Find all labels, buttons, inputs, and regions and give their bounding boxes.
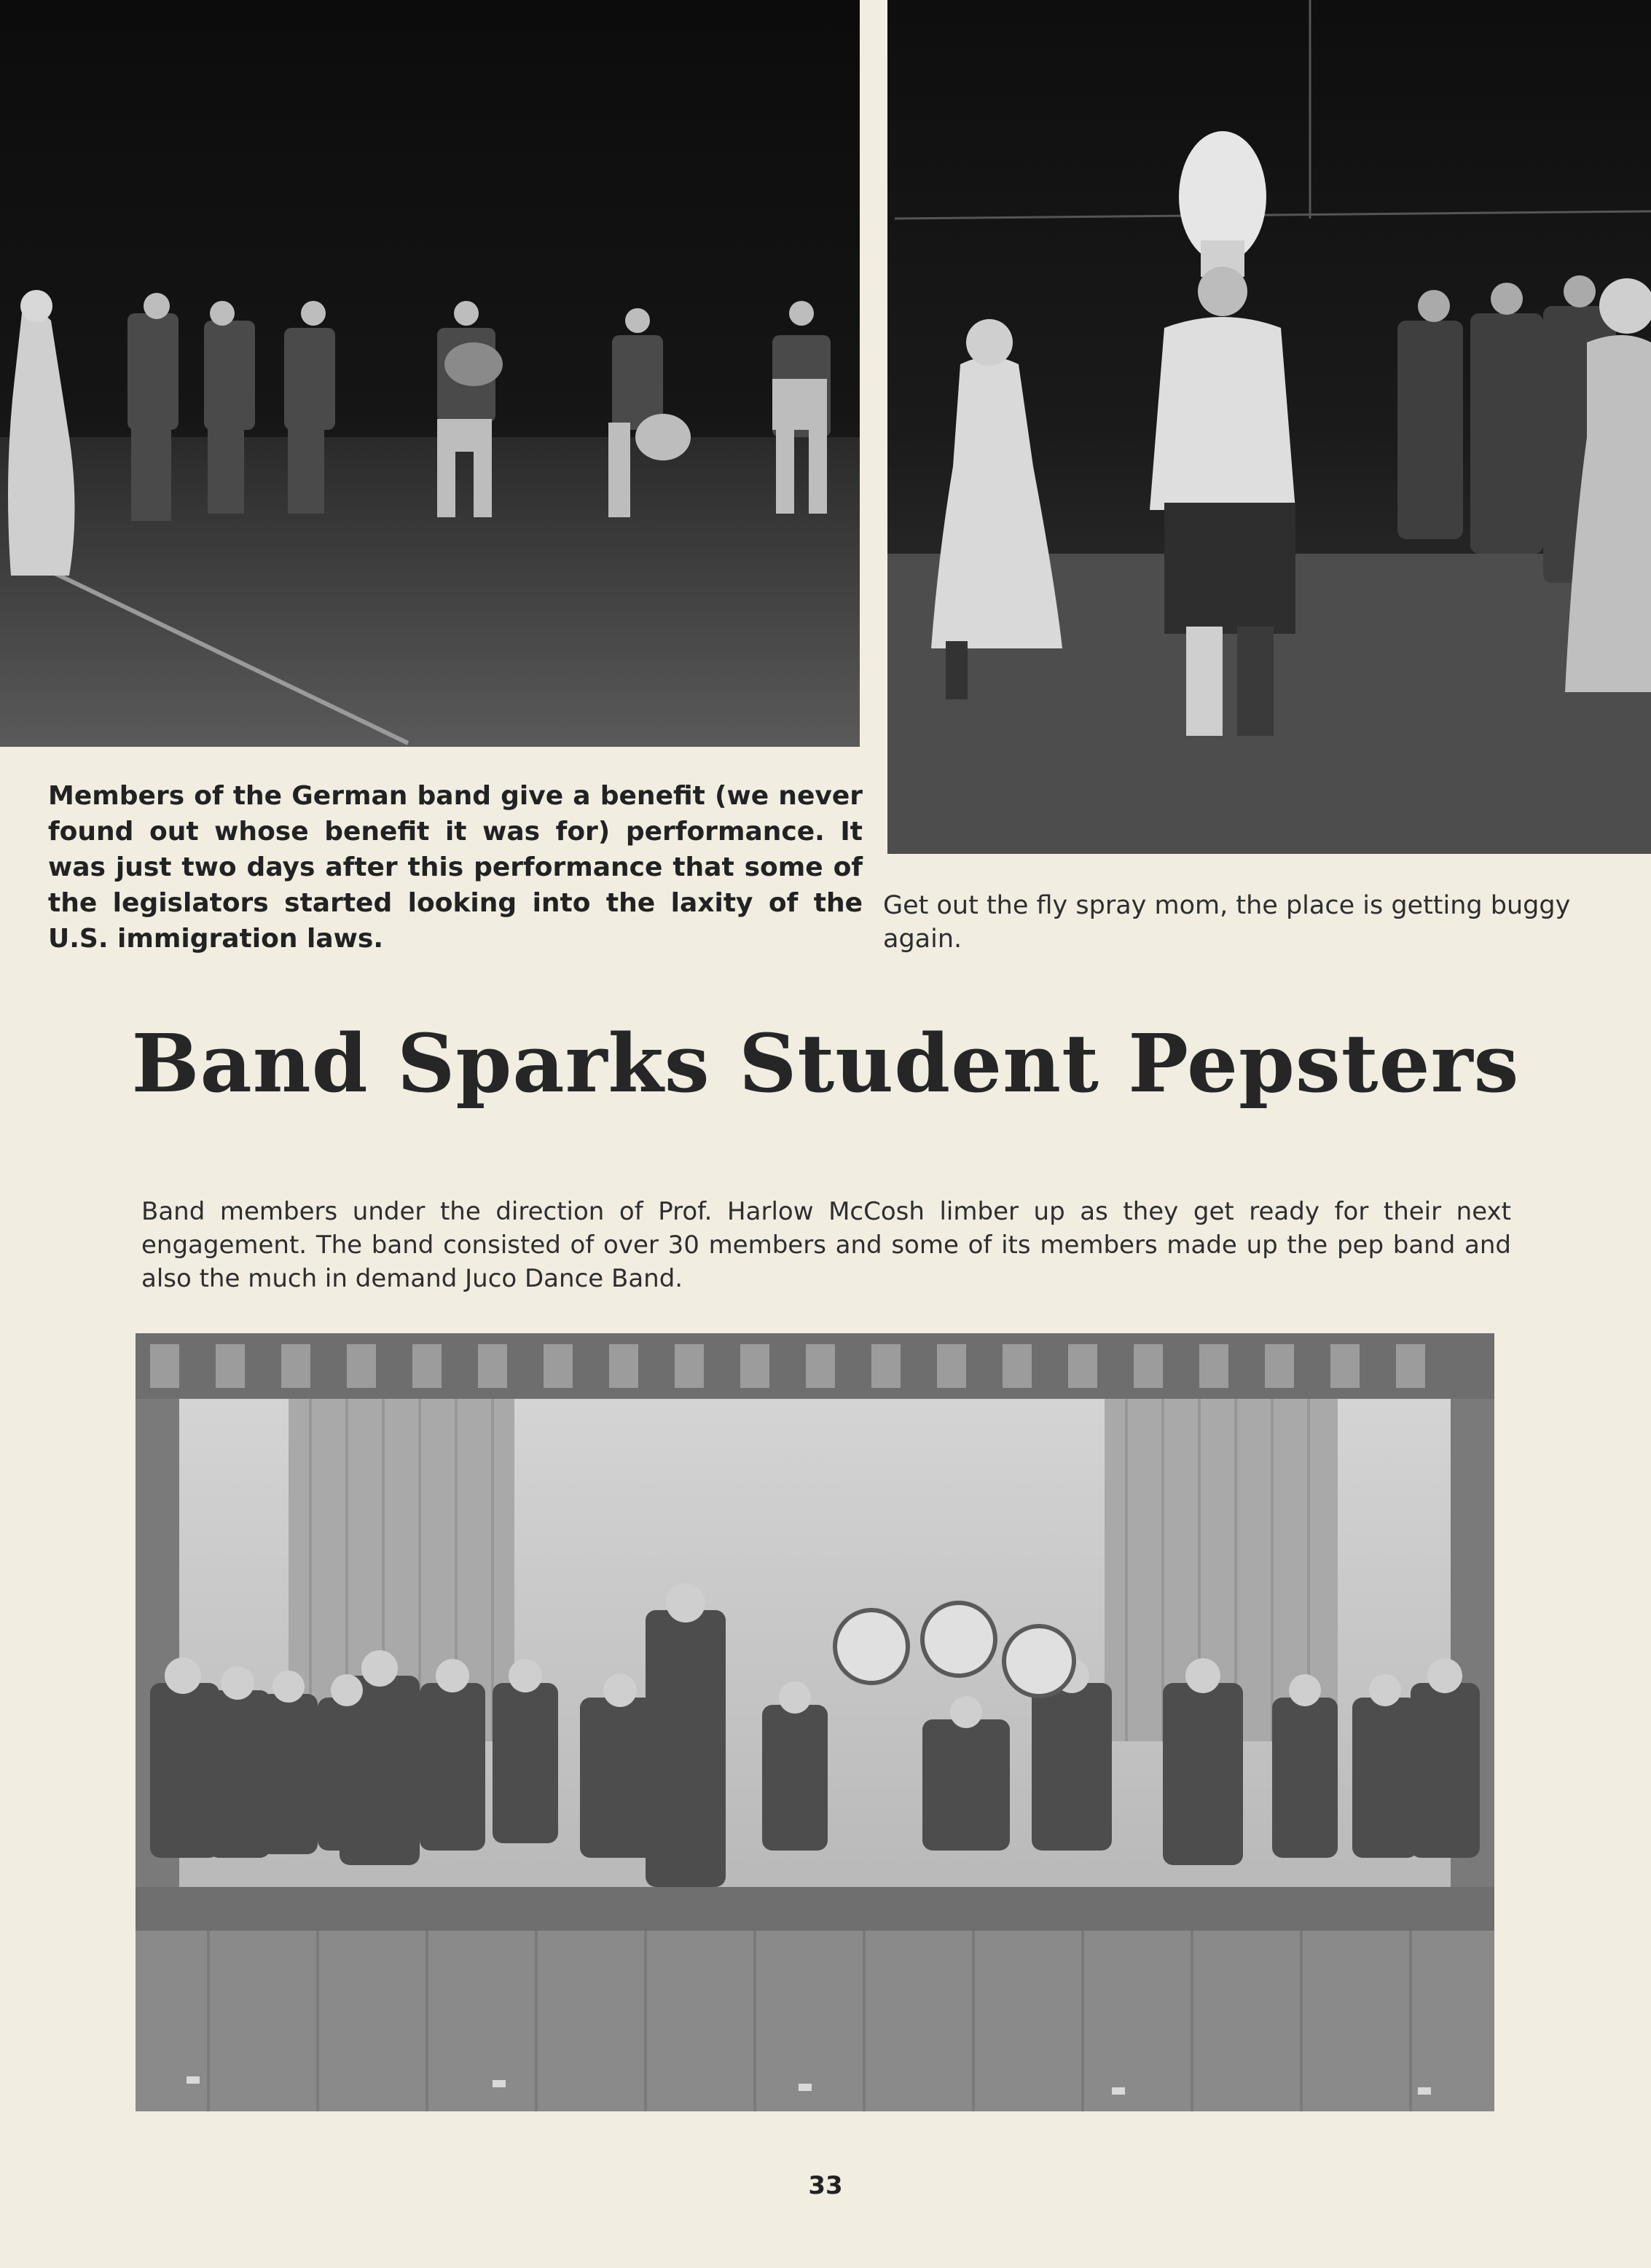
- drum-major-photo: [887, 0, 1651, 854]
- concert-band-photo: [136, 1333, 1494, 2111]
- german-band-photo: [0, 0, 860, 747]
- page-headline: Band Sparks Student Pepsters: [131, 1016, 1520, 1110]
- article-body: Band members under the direction of Prof. Harlow McCosh limber up as they get ready for their next engagement. The band consisted of over 30 members and some of its members made up the pep band and also the much in demand Juco Dance Band.: [141, 1197, 1511, 1293]
- german-band-caption: Members of the German band give a benefit (we never found out whose benefit it was for) performance. It was just two days after this performance that some of the legislators started looking into the laxity of the U.S. immigration laws.: [48, 781, 863, 954]
- fly-spray-caption: Get out the fly spray mom, the place is getting buggy again.: [883, 891, 1571, 954]
- page-number: 33: [808, 2171, 843, 2200]
